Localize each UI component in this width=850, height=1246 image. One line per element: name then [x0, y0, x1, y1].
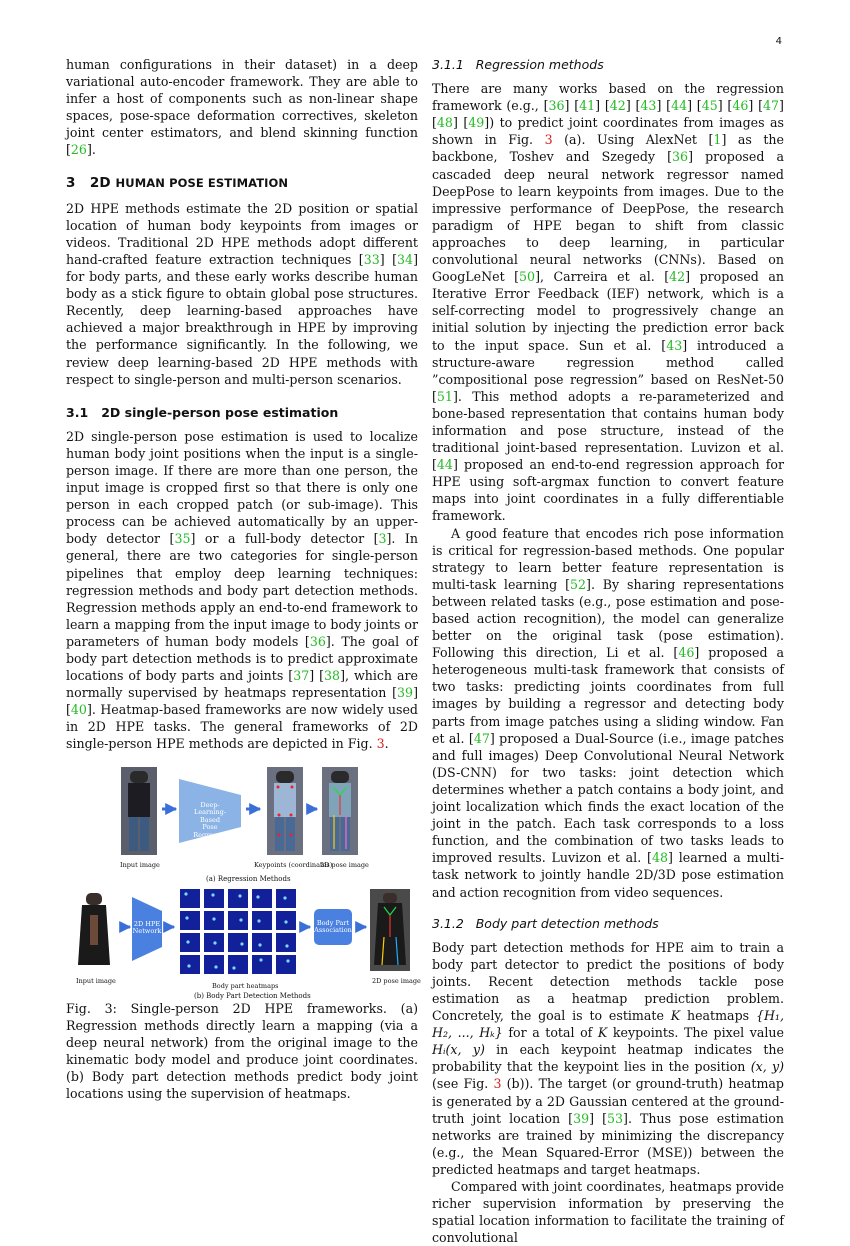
text-run: 2D single-person pose estimation is used to localize human body joint positions when the input is a single-person image. If there are more than one person, the input image is cropped first so that there is only one person in each cropped patch (or sub-image). This process can be achieved automatically by an upper-body detector [: [66, 428, 418, 547]
a-keypoints-image: [267, 767, 303, 855]
b-pose-label: 2D pose image: [372, 976, 421, 985]
heatmap-tile: [252, 911, 272, 930]
b-pose-image: [370, 889, 410, 971]
text-run: 2D HPE methods estimate the 2D position or spatial location of human body keypoints from images or videos. Traditional 2D HPE methods adopt different hand-crafted feature extraction techniques [: [66, 200, 418, 267]
citation-link[interactable]: 1: [713, 132, 722, 148]
text-run: ] [: [452, 115, 469, 131]
citation-link[interactable]: 53: [607, 1110, 624, 1126]
text-run: ] proposed an Iterative Error Feedback (IEF) network, which is a self-correcting model to progressively change an initial solution by injecting the prediction error back to the input space. Sun et al. [: [432, 269, 784, 353]
text-run: ] [: [625, 98, 641, 114]
subsubsection-heading-regression: [432, 56, 784, 73]
citation-link[interactable]: 36: [309, 633, 326, 649]
heatmap-peak: [240, 942, 243, 945]
text-run: ] proposed a cascaded deep neural network regressor named DeepPose to learn keypoints from images. Due to the impressive performance of DeepPose, the research paradigm of HPE began to shift from classic approaches to deep learning, in particular convolutional neural networks (CNNs). Based on GoogLeNet [: [432, 149, 784, 285]
text-run: keypoints. The pixel value: [607, 1025, 784, 1041]
heatmap-peak: [284, 920, 287, 923]
citation-link[interactable]: 50: [519, 269, 536, 285]
heatmap-peak: [238, 894, 241, 897]
heatmap-tile: [276, 955, 296, 974]
text-run: ] proposed a heterogeneous multi-task framework that consists of two tasks: predicting joints coordinates from full images by building a regressor and detecting body parts from image patches using a sliding window. Fan et al. [: [432, 645, 784, 746]
text-run: for a total of: [502, 1025, 598, 1041]
b-caption: (b) Body Part Detection Methods: [194, 991, 311, 1000]
a-caption: (a) Regression Methods: [206, 874, 291, 883]
citation-link[interactable]: 42: [609, 98, 626, 114]
text-run: ], which are normally supervised by heatmaps representation [: [66, 668, 418, 701]
subsection-heading: [66, 404, 418, 421]
heatmap-peak: [283, 896, 286, 899]
heatmap-peak: [187, 964, 190, 967]
text-run: ] [: [656, 98, 672, 114]
text-run: ]) to predict joint coordinates from images as shown in Fig.: [432, 115, 784, 148]
subsubsection-title: Body part detection methods: [475, 915, 659, 931]
text-run: ] [: [66, 685, 418, 718]
heatmap-tile: [252, 955, 272, 974]
subsection-paragraph: [66, 428, 418, 753]
citation-link[interactable]: 44: [671, 98, 688, 114]
text-run: ].: [86, 142, 96, 158]
text-run: Body part detection methods for HPE aim to train a body part detector to predict the positions of body joints. Recent detection methods tackle pose estimation as a heatmap prediction problem. Concretely, the goal is to estimate: [432, 939, 784, 1024]
heatmap-peak: [184, 892, 187, 895]
text-run: A good feature that encodes rich pose information is critical for regression-based methods. One popular strategy to learn better feature representation is multi-task learning [: [432, 525, 784, 592]
math-expression: {H₁, H₂, ..., Hₖ}: [432, 1008, 784, 1041]
b-network-label: 2D HPE Network: [132, 919, 162, 936]
heatmap-peak: [214, 965, 217, 968]
a-keypoints-label: Keypoints (coordinates): [254, 860, 333, 869]
math-expression: K: [670, 1008, 681, 1024]
heatmap-tile: [252, 933, 272, 952]
heatmap-tile: [180, 889, 200, 908]
text-run: ] learned a multi-task network to jointly handle 2D/3D pose estimation and action recognition from video sequences.: [432, 850, 784, 900]
citation-link[interactable]: 45: [701, 98, 718, 114]
text-run: ]. In general, there are two categories for single-person pipelines that employ deep learning techniques: regression methods and body part detection methods. Regression methods apply an end-to-end framework to learn a mapping from the input image to body joints or parameters of human body models [: [66, 531, 418, 649]
text-run: ] as the backbone, Toshev and Szegedy [: [432, 132, 784, 165]
heatmap-peak: [186, 940, 189, 943]
a-input-image: [121, 767, 157, 855]
heatmap-peak: [285, 944, 288, 947]
citation-link[interactable]: 46: [678, 645, 695, 661]
text-run: (see Fig.: [432, 1076, 494, 1092]
text-run: ] [: [309, 668, 325, 684]
text-run: ] [: [432, 98, 784, 131]
figure-caption: [66, 1000, 418, 1103]
subsubsection-number: 3.1.2: [432, 915, 464, 931]
figure-reference-link[interactable]: 3: [544, 132, 553, 148]
citation-link[interactable]: 47: [762, 98, 780, 114]
math-expression: (x, y): [750, 1059, 784, 1075]
heatmap-tile: [204, 889, 224, 908]
intro-paragraph: [66, 56, 418, 159]
citation-link[interactable]: 51: [436, 388, 453, 404]
math-expression: K: [597, 1025, 608, 1041]
a-input-label: Input image: [120, 860, 160, 869]
b-input-image: [74, 891, 116, 971]
subsection-title: 2D single-person pose estimation: [101, 404, 339, 420]
page-number: 4: [775, 36, 782, 47]
citation-link[interactable]: 52: [570, 576, 587, 592]
citation-link[interactable]: 48: [436, 115, 453, 131]
citation-link[interactable]: 46: [732, 98, 749, 114]
citation-link[interactable]: 43: [666, 337, 683, 353]
b-input-label: Input image: [76, 976, 116, 985]
text-run: heatmaps: [680, 1008, 756, 1024]
text-run: ] [: [748, 98, 763, 114]
left-column: [66, 56, 421, 1102]
text-run: ]. Thus pose estimation networks are trained by minimizing the discrepancy (e.g., the Mean Squared-Error (MSE)) between the predicted heatmaps and target heatmaps.: [432, 1110, 784, 1177]
text-run: ]. The goal of body part detection methods is to predict approximate locations of body parts and joints [: [66, 633, 418, 684]
citation-link[interactable]: 33: [363, 251, 380, 267]
subsubsection-heading-detection: [432, 915, 784, 932]
citation-link[interactable]: 39: [397, 685, 414, 701]
text-run: (b)). The target (or ground-truth) heatmap is generated by a 2D Gaussian centered at the ground-truth joint location [: [432, 1076, 784, 1126]
text-run: ]. This method adopts a re-parameterized and bone-based representation that contains human body information and pose structure, instead of the traditional joint-based representation. Luvizon et al. [: [432, 388, 784, 473]
text-run: in each keypoint heatmap indicates the probability that the keypoint lies in the position: [432, 1042, 784, 1075]
section-title-first: 2D: [89, 174, 111, 191]
citation-link[interactable]: 47: [473, 730, 490, 746]
heatmap-tile: [204, 955, 224, 974]
text-run: ]. By sharing representations between related tasks (e.g., pose estimation and pose-based action recognition), the model can generalize better on the original task (pose estimation). Following this direction, Li et al. [: [432, 576, 785, 661]
math-expression: Hᵢ(x, y): [432, 1042, 485, 1058]
heatmap-tile: [228, 889, 248, 908]
a-pose-image: [322, 767, 358, 855]
section-paragraph: [66, 200, 418, 388]
heatmap-peak: [232, 966, 235, 969]
citation-link[interactable]: 35: [174, 531, 191, 547]
citation-link[interactable]: 26: [70, 142, 87, 158]
right-column: [432, 56, 784, 1246]
citation-link[interactable]: 34: [397, 251, 414, 267]
heatmap-peak: [259, 958, 262, 961]
heatmap-peak: [239, 918, 242, 921]
text-run: ] proposed an end-to-end regression approach for HPE using soft-argmax function to convert feature maps into joint coordinates in a fully differentiable framework.: [432, 457, 784, 524]
heatmap-peak: [211, 893, 214, 896]
section-heading: [66, 175, 418, 192]
text-run: ] for body parts, and these early works describe human body as a stick figure to obtain global pose structures. Recently, deep learning-based approaches have achieved a major breakthrough in HPE by improving the performance significantly. In the following, we review deep learning-based 2D HPE methods with respect to single-person and multi-person scenarios.: [66, 251, 418, 387]
citation-link[interactable]: 48: [651, 850, 668, 866]
citation-link[interactable]: 3: [378, 531, 387, 547]
citation-link[interactable]: 37: [293, 668, 310, 684]
text-run: ] [: [564, 98, 580, 114]
text-run: There are many works based on the regression framework (e.g., [: [432, 81, 784, 114]
text-run: .: [384, 736, 389, 752]
text-run: ] [: [595, 98, 610, 114]
citation-link[interactable]: 40: [70, 702, 87, 718]
heatmap-peak: [256, 895, 259, 898]
figure-reference-link[interactable]: 3: [376, 736, 385, 752]
text-run: Fig. 3: Single-person 2D HPE frameworks. (a) Regression methods directly learn a mapping (via a deep neural network) from the original image to the kinematic body model and produce joint coordinates. (b) Body part detection methods predict body joint locations using the supervision of heatmaps.: [66, 1000, 418, 1102]
heatmap-peak: [212, 917, 215, 920]
b-heatmaps-label: Body part heatmaps: [212, 981, 279, 990]
citation-link[interactable]: 42: [669, 269, 686, 285]
citation-link[interactable]: 38: [324, 668, 341, 684]
text-run: ] [: [717, 98, 733, 114]
detection-paragraph-1: [432, 939, 784, 1178]
subsection-number: 3.1: [66, 404, 89, 420]
figure-reference-link[interactable]: 3: [493, 1076, 502, 1092]
heatmap-tile: [180, 955, 200, 974]
citation-link[interactable]: 36: [548, 98, 565, 114]
text-run: ] introduced a structure-aware regression method called ”compositional pose regression” based on ResNet-50 [: [432, 337, 784, 404]
section-title-rest: HUMAN POSE ESTIMATION: [115, 175, 289, 190]
a-pose-label: 2D pose image: [320, 860, 369, 869]
text-run: ] [: [687, 98, 702, 114]
subsubsection-title: Regression methods: [475, 57, 604, 72]
a-network-label: Deep-Learning-Based Pose Regressor: [193, 800, 227, 839]
text-run: (a). Using AlexNet [: [552, 132, 714, 148]
heatmap-tile: [228, 955, 248, 974]
section-number: 3: [66, 174, 76, 191]
subsubsection-number: 3.1.1: [432, 57, 464, 72]
citation-link[interactable]: 43: [640, 98, 657, 114]
b-heatmaps-grid: [180, 889, 296, 974]
heatmap-peak: [258, 943, 261, 946]
heatmap-peak: [213, 941, 216, 944]
text-run: ] [: [589, 1110, 607, 1126]
heatmap-tile: [228, 911, 248, 930]
heatmap-tile: [276, 933, 296, 952]
regression-paragraph-2: [432, 525, 784, 901]
heatmap-peak: [286, 959, 289, 962]
text-run: ] [: [379, 251, 398, 267]
text-run: Compared with joint coordinates, heatmaps provide richer supervision information by preserving the spatial location information to facilitate the training of convolutional: [432, 1179, 784, 1246]
text-run: ]. Heatmap-based frameworks are now widely used in 2D HPE tasks. The general frameworks of 2D single-person HPE methods are depicted in Fig.: [66, 702, 418, 752]
regression-paragraph-1: [432, 80, 784, 524]
citation-link[interactable]: 49: [468, 115, 485, 131]
text-run: ] proposed a Dual-Source (i.e., image patches and full images) Deep Convolutional Neural Network (DS-CNN) for two tasks: joint detection which determines whether a patch contains a body joint, and joint localization which finds the exact location of the joint in the patch. Each task corresponds to a loss function, and the combination of two tasks leads to improved results. Luvizon et al. [: [432, 730, 784, 866]
b-association-label: Body Part Association: [314, 918, 352, 935]
citation-link[interactable]: 39: [573, 1110, 590, 1126]
heatmap-tile: [252, 889, 272, 908]
citation-link[interactable]: 41: [579, 98, 596, 114]
citation-link[interactable]: 44: [436, 457, 453, 473]
heatmap-peak: [185, 916, 188, 919]
heatmap-tile: [180, 933, 200, 952]
heatmap-tile: [180, 911, 200, 930]
heatmap-tile: [228, 933, 248, 952]
heatmap-peak: [257, 919, 260, 922]
figure-3: [66, 765, 421, 1000]
citation-link[interactable]: 36: [672, 149, 689, 165]
text-run: human configurations in their dataset) in a deep variational auto-encoder framework. They are able to infer a host of components such as non-linear shape spaces, pose-space deformation correctives, skeleton joint center estimators, and blend skinning function [: [66, 57, 418, 158]
detection-paragraph-2: [432, 1178, 784, 1246]
text-run: ], Carreira et al. [: [535, 269, 670, 285]
text-run: ] or a full-body detector [: [190, 531, 379, 547]
